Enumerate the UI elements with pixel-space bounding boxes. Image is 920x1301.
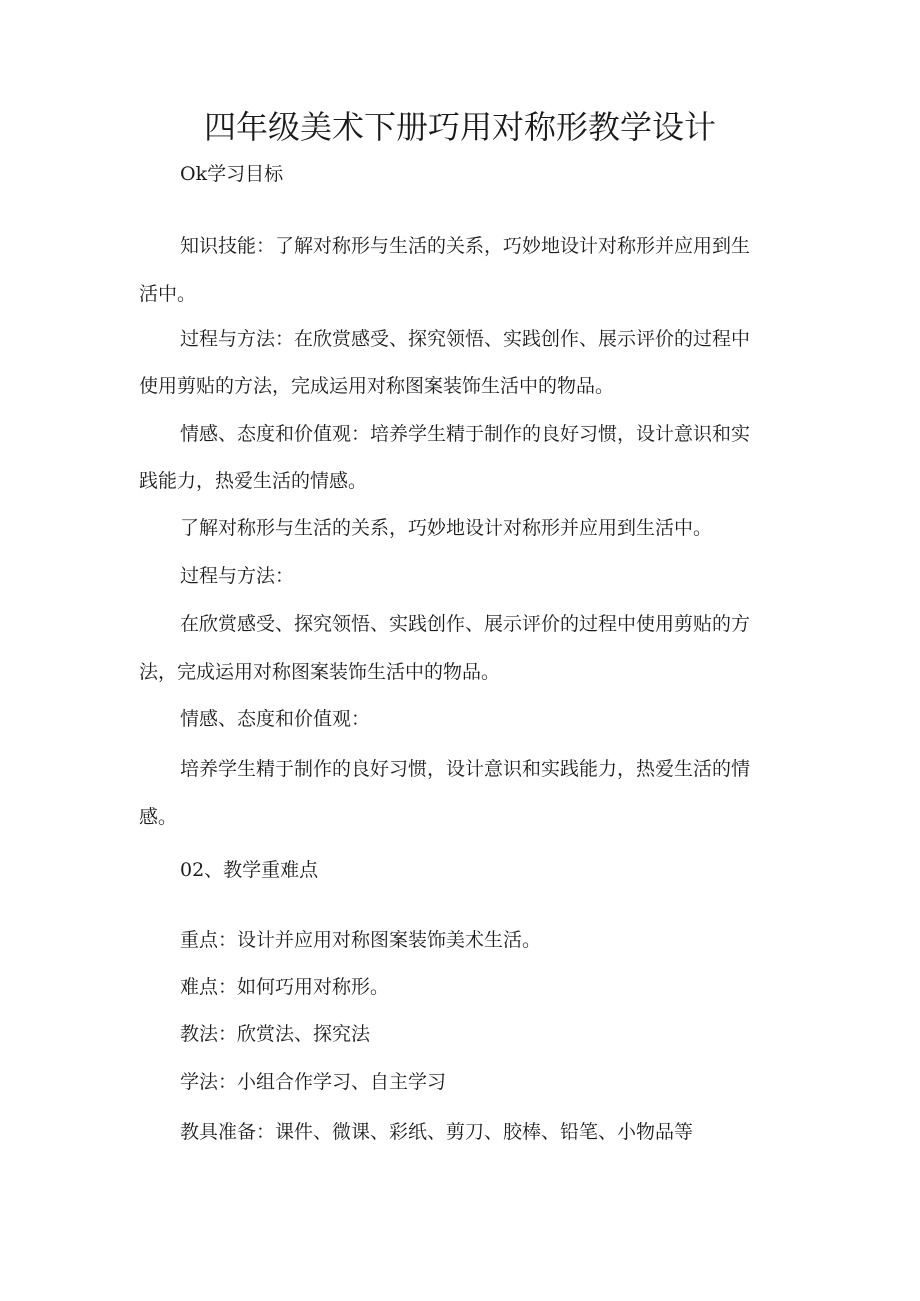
paragraph-line: 过程与方法： xyxy=(180,565,295,587)
paragraph-line: 践能力，热爱生活的情感。 xyxy=(139,470,368,492)
paragraph-line: 情感、态度和价值观：培养学生精于制作的良好习惯，设计意识和实 xyxy=(180,423,751,445)
paragraph-line: 了解对称形与生活的关系，巧妙地设计对称形并应用到生活中。 xyxy=(180,517,713,539)
paragraph-line: 教法：欣赏法、探究法 xyxy=(180,1023,371,1045)
paragraph-line: 知识技能：了解对称形与生活的关系，巧妙地设计对称形并应用到生 xyxy=(180,235,751,257)
document-title: 四年级美术下册巧用对称形教学设计 xyxy=(203,108,716,146)
section-heading-key-points: 02、教学重难点 xyxy=(180,859,319,881)
paragraph-line: 感。 xyxy=(139,806,178,828)
paragraph-line: 过程与方法：在欣赏感受、探究领悟、实践创作、展示评价的过程中 xyxy=(180,328,751,350)
paragraph-line: 重点：设计并应用对称图案装饰美术生活。 xyxy=(180,929,542,951)
paragraph-line: 活中。 xyxy=(139,283,197,305)
paragraph-line: 法，完成运用对称图案装饰生活中的物品。 xyxy=(139,661,501,683)
section-heading-objectives: Ok学习目标 xyxy=(180,163,284,185)
paragraph-line: 学法：小组合作学习、自主学习 xyxy=(180,1071,447,1093)
paragraph-line: 使用剪贴的方法，完成运用对称图案装饰生活中的物品。 xyxy=(139,375,615,397)
paragraph-line: 难点：如何巧用对称形。 xyxy=(180,976,390,998)
paragraph-line: 教具准备：课件、微课、彩纸、剪刀、胶棒、铅笔、小物品等 xyxy=(180,1121,694,1143)
paragraph-line: 在欣赏感受、探究领悟、实践创作、展示评价的过程中使用剪贴的方 xyxy=(180,613,751,635)
paragraph-line: 培养学生精于制作的良好习惯，设计意识和实践能力，热爱生活的情 xyxy=(180,758,751,780)
paragraph-line: 情感、态度和价值观： xyxy=(180,708,371,730)
